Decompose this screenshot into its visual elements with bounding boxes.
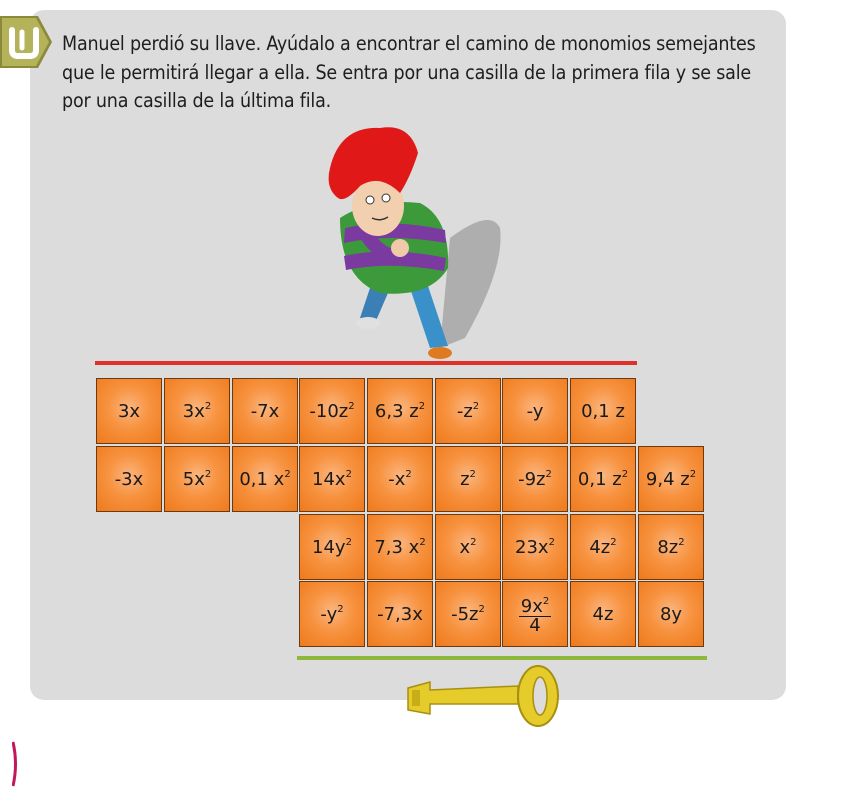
- grid-cell[interactable]: [502, 446, 568, 512]
- cell-label: 4z: [592, 603, 614, 625]
- grid-cell[interactable]: [367, 581, 433, 647]
- cell-label: 0,1 $x^2$: [239, 468, 291, 490]
- cell-label: $14x^2$: [312, 468, 352, 490]
- cell-label: -3x: [114, 468, 144, 490]
- cell-label: 7,3 $x^2$: [374, 536, 426, 558]
- grid-cell[interactable]: [570, 446, 636, 512]
- grid-cell[interactable]: [570, 378, 636, 444]
- grid-cell[interactable]: [502, 514, 568, 580]
- grid-cell[interactable]: [299, 378, 365, 444]
- page-edge-mark: [12, 740, 20, 788]
- grid-cell[interactable]: [638, 581, 704, 647]
- grid-cell[interactable]: [435, 446, 501, 512]
- grid-cell[interactable]: [96, 446, 162, 512]
- cell-label: $-y^2$: [320, 603, 344, 625]
- cell-label: $4z^2$: [589, 536, 617, 558]
- cell-label: -7x: [250, 400, 280, 422]
- grid-cell[interactable]: [164, 378, 230, 444]
- cell-label: $-5z^2$: [451, 603, 485, 625]
- grid-cell[interactable]: [570, 581, 636, 647]
- cell-label: $-x^2$: [388, 468, 412, 490]
- cell-label: -7,3x: [377, 603, 423, 625]
- cell-label: 8y: [659, 603, 683, 625]
- grid-cell[interactable]: [299, 581, 365, 647]
- grid-cell[interactable]: [570, 514, 636, 580]
- cell-label: $-z^2$: [456, 400, 480, 422]
- exercise-instruction: Manuel perdió su llave. Ayúdalo a encontrar el camino de monomios semejantes que le permitirá llegar a ella. Se entra por una casilla de la primera fila y se sale por una casilla de la última fila.: [62, 32, 756, 112]
- grid-cell[interactable]: [164, 446, 230, 512]
- grid-cell[interactable]: [435, 514, 501, 580]
- cell-label: $3x^2$: [182, 400, 212, 422]
- grid-cell[interactable]: [232, 446, 298, 512]
- cell-label: 0,1 $z^2$: [577, 468, 629, 490]
- grid-cell[interactable]: [367, 514, 433, 580]
- cell-label: 0,1 z: [581, 400, 625, 422]
- cell-label: $-9z^2$: [518, 468, 552, 490]
- grid-cell[interactable]: [435, 378, 501, 444]
- key-icon: [400, 660, 565, 740]
- cell-label: 9,4 $z^2$: [645, 468, 697, 490]
- grid-cell[interactable]: [299, 446, 365, 512]
- manuel-character-illustration: [300, 118, 510, 368]
- grid-cell[interactable]: [435, 581, 501, 647]
- grid-cell[interactable]: [638, 446, 704, 512]
- cell-label: 6,3 $z^2$: [374, 400, 426, 422]
- cell-label: -y: [526, 400, 544, 422]
- cell-label: 3x: [117, 400, 141, 422]
- grid-cell[interactable]: [638, 514, 704, 580]
- cell-label: $x^2$: [459, 536, 477, 558]
- grid-cell[interactable]: [502, 581, 568, 647]
- cell-label: $z^2$: [460, 468, 476, 490]
- grid-cell[interactable]: [96, 378, 162, 444]
- grid-cell[interactable]: [502, 378, 568, 444]
- grid-cell[interactable]: [299, 514, 365, 580]
- cell-label: $-10z^2$: [309, 400, 355, 422]
- cell-label: $\frac{9x^2}{4}$: [519, 593, 551, 635]
- entry-line: [95, 361, 637, 365]
- cell-label: $14y^2$: [312, 536, 352, 558]
- cell-label: $5x^2$: [182, 468, 212, 490]
- grid-cell[interactable]: [232, 378, 298, 444]
- cell-label: $23x^2$: [515, 536, 555, 558]
- grid-cell[interactable]: [367, 446, 433, 512]
- grid-cell[interactable]: [367, 378, 433, 444]
- pencil-icon: [0, 12, 52, 74]
- cell-label: $8z^2$: [657, 536, 685, 558]
